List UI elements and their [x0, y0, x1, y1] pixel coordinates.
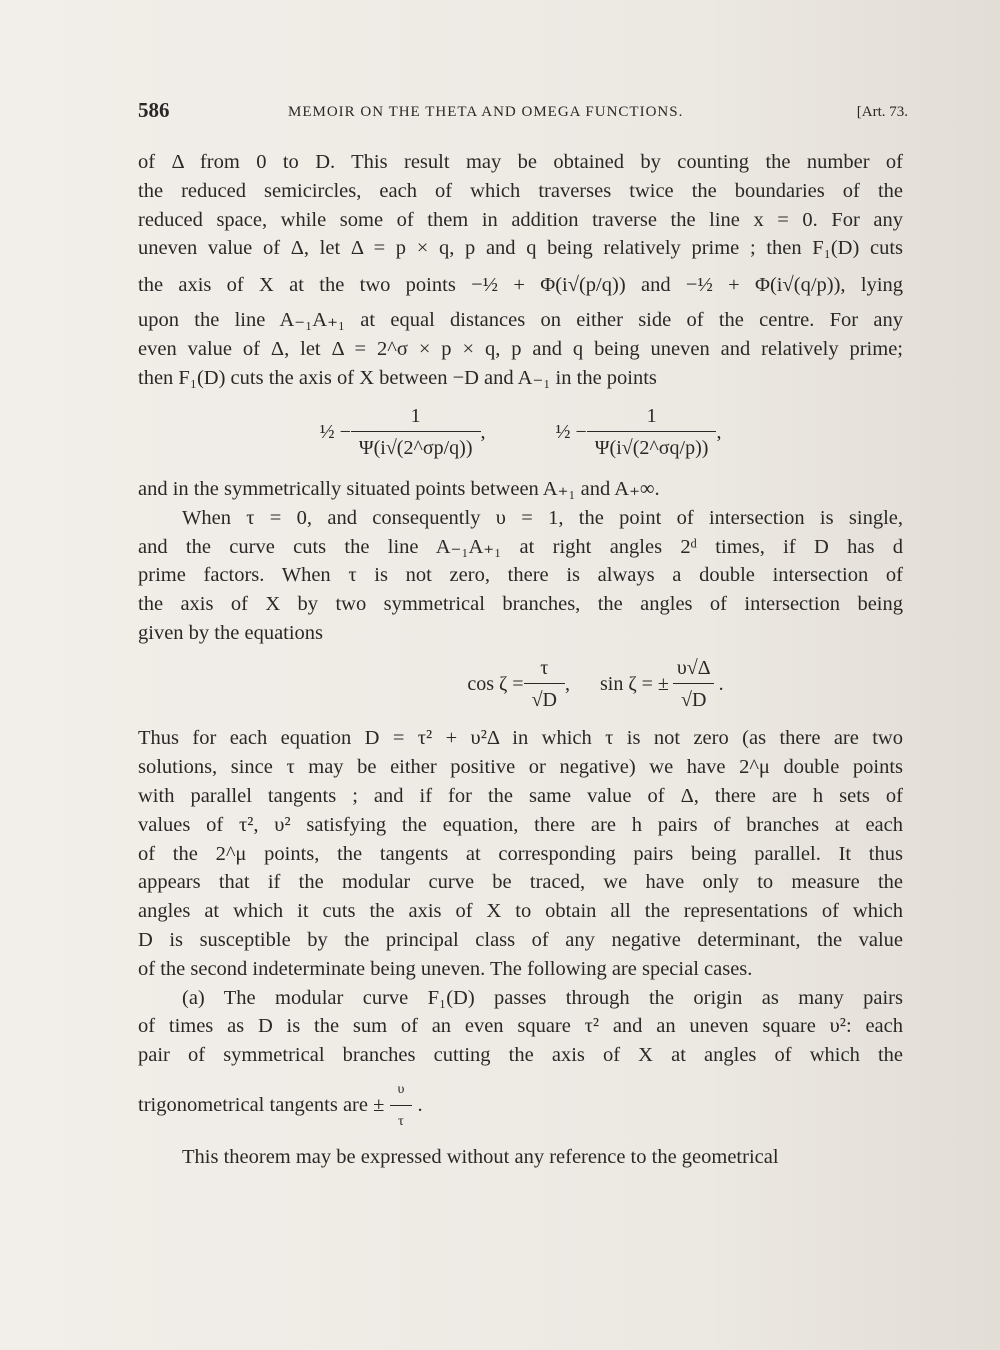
fraction-denominator: Ψ(i√(2^σp/q))	[351, 431, 481, 463]
text-line: D is susceptible by the principal class of any negative determinant, the value	[138, 928, 903, 951]
fraction-denominator: √D	[673, 683, 714, 715]
fraction	[389, 1076, 412, 1137]
text-line: and in the symmetrically situated points between A₊₁ and A₊∞.	[138, 477, 660, 500]
page-number: 586	[138, 98, 170, 122]
frac-prefix: ½ −	[319, 421, 351, 444]
tan-suffix: .	[417, 1093, 423, 1116]
text-line: pair of symmetrical branches cutting the axis of X at angles of which the	[138, 1044, 903, 1067]
cos-equation	[467, 654, 570, 715]
text-line: This theorem may be expressed without any reference to the geometrical	[182, 1145, 779, 1168]
text-line: given by the equations	[138, 621, 324, 644]
text-fragment: the axis of X at the two points	[138, 274, 456, 297]
text-fragment: and	[640, 274, 671, 297]
running-title: MEMOIR ON THE THETA AND OMEGA FUNCTIONS.	[288, 104, 684, 120]
text-fragment: trigonometrical tangents are	[138, 1093, 368, 1116]
text-line: uneven value of Δ, let Δ = p × q, p and q being relatively prime ; then F₁(D) cuts	[138, 237, 903, 260]
tan-prefix: ±	[373, 1093, 385, 1116]
text-line: solutions, since τ may be either positive or negative) we have 2^μ double points	[138, 756, 903, 779]
sin-suffix: .	[718, 672, 724, 695]
display-equation-angles	[138, 654, 903, 715]
text-line: of the 2^μ points, the tangents at corresponding pairs being parallel. It thus	[138, 842, 903, 865]
tangent-line	[138, 1076, 903, 1137]
page-header	[138, 98, 908, 128]
text-line: of times as D is the sum of an even square τ² and an uneven square υ²: each	[138, 1015, 903, 1038]
sin-equation	[600, 654, 724, 715]
text-line: Thus for each equation D = τ² + υ²Δ in which τ is not zero (as there are two	[138, 727, 903, 750]
text-line: upon the line A₋₁A₊₁ at equal distances on either side of the centre. For any	[138, 308, 903, 331]
display-equation-points	[138, 402, 903, 463]
fraction-numerator: υ√Δ	[676, 656, 711, 679]
frac-suffix: ,	[716, 421, 722, 444]
frac-prefix: ½ −	[555, 421, 587, 444]
fraction-numerator: τ	[540, 656, 549, 679]
text-line: with parallel tangents ; and if for the same value of Δ, there are h sets of	[138, 784, 903, 807]
fraction-denominator: Ψ(i√(2^σq/p))	[587, 431, 717, 463]
text-line: the reduced semicircles, each of which traverses twice the boundaries of the	[138, 179, 903, 202]
text-line: reduced space, while some of them in addition traverse the line x = 0. For any	[138, 208, 903, 231]
text-line: (a) The modular curve F₁(D) passes through the origin as many pairs	[182, 986, 903, 1009]
text-line: prime factors. When τ is not zero, there is always a double intersection of	[138, 564, 903, 587]
point-expression-2: −½ + Φ(i√(q/p)),	[685, 274, 846, 297]
article-reference: [Art. 73.	[856, 104, 908, 120]
sin-lhs: sin ζ = ±	[600, 672, 669, 695]
page-body	[138, 148, 903, 1171]
fraction-denominator: √D	[524, 683, 565, 715]
text-line: values of τ², υ² satisfying the equation, there are h pairs of branches at each	[138, 813, 903, 836]
fraction-numerator: υ	[397, 1081, 405, 1097]
text-line: appears that if the modular curve be traced, we have only to measure the	[138, 871, 903, 894]
text-line: the axis of X by two symmetrical branches, the angles of intersection being	[138, 593, 903, 616]
fraction-denominator: τ	[390, 1105, 412, 1137]
fraction	[524, 654, 565, 715]
point-expression-1: −½ + Φ(i√(p/q))	[471, 274, 626, 297]
fraction	[587, 402, 717, 463]
fraction	[669, 654, 719, 715]
fraction-numerator: 1	[410, 405, 421, 428]
text-line: of the second indeterminate being uneven. The following are special cases.	[138, 957, 753, 980]
text-line: angles at which it cuts the axis of X to obtain all the representations of which	[138, 900, 903, 923]
cos-suffix: ,	[565, 672, 570, 695]
text-fragment: lying	[860, 274, 904, 297]
frac-suffix: ,	[480, 421, 486, 444]
fraction	[351, 402, 481, 463]
text-line: of Δ from 0 to D. This result may be obtained by counting the number of	[138, 151, 903, 173]
text-line: even value of Δ, let Δ = 2^σ × p × q, p and q being uneven and relatively prime;	[138, 337, 903, 360]
fraction-numerator: 1	[646, 405, 657, 428]
text-line: and the curve cuts the line A₋₁A₊₁ at right angles 2ᵈ times, if D has d	[138, 535, 903, 558]
points-line	[138, 271, 903, 300]
fraction-expression-1	[320, 402, 486, 463]
cos-lhs: cos ζ =	[467, 672, 524, 695]
text-line: then F₁(D) cuts the axis of X between −D and A₋₁ in the points	[138, 366, 657, 389]
fraction-expression-2	[556, 402, 722, 463]
text-line: When τ = 0, and consequently υ = 1, the point of intersection is single,	[182, 506, 903, 529]
